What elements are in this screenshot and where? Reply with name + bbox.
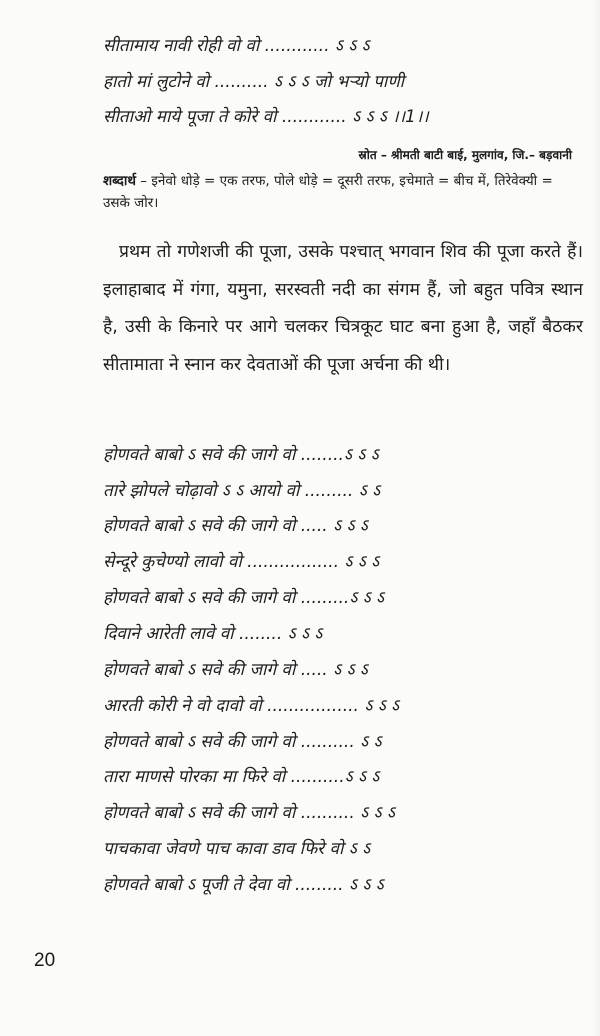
glossary	[103, 170, 573, 214]
verse-line-9: होणवते बाबो ऽ सवे की जागे वो .......... ऽ ऽ	[103, 732, 382, 752]
verse-line-4: सेन्दूरे कुचेण्यो लावो वो ................. ऽ ऽ ऽ	[103, 552, 380, 572]
verse-line-8: आरती कोरी ने वो दावो वो ................. ऽ ऽ ऽ	[103, 696, 399, 716]
verse-line-6: दिवाने आरेती लावे वो ........ ऽ ऽ ऽ	[103, 624, 323, 644]
verse-line-7: होणवते बाबो ऽ सवे की जागे वो ..... ऽ ऽ ऽ	[103, 660, 368, 680]
page-edge-shadow	[592, 0, 600, 1036]
verse-line-10: तारा माणसे पोरका मा फिरे वो ..........ऽ ऽ ऽ	[103, 767, 380, 787]
page-number: 20	[34, 950, 56, 971]
verse-line-12: पाचकावा जेवणे पाच कावा डाव फिरे वो ऽ ऽ	[103, 839, 371, 859]
verse-line-5: होणवते बाबो ऽ सवे की जागे वो .........ऽ ऽ ऽ	[103, 588, 384, 608]
body-paragraph: प्रथम तो गणेशजी की पूजा, उसके पश्चात् भगवान शिव की पूजा करते हैं। इलाहाबाद में गंगा, यमुना, सरस्वती नदी का संगम हैं, जो बहुत पवित्र स्थान है, उसी के किनारे पर आगे चलकर चित्रकूट घाट बना हुआ है, जहाँ बैठकर सीतामाता ने स्नान कर देवताओं की पूजा अर्चना की थी।	[103, 242, 583, 375]
verse-line-top-1: सीतामाय नावी रोही वो वो ............ ऽ ऽ ऽ	[103, 36, 370, 56]
verse-line-top-3: सीताओ माये पूजा ते कोरे वो ............ ऽ ऽ ऽ ।।1।।	[103, 107, 429, 127]
verse-line-top-2: हातो मां लुटोने वो .......... ऽ ऽ ऽ जो भऱ्यो पाणी	[103, 72, 405, 92]
verse-line-2: तारे झोपले चोढ़ावो ऽ ऽ आयो वो ......... ऽ ऽ	[103, 481, 381, 501]
source-attribution: स्रोत – श्रीमती बाटी बाई, मुलगांव, जि.– बड़वानी	[358, 148, 572, 162]
verse-line-13: होणवते बाबो ऽ पूजी ते देवा वो ......... ऽ ऽ ऽ	[103, 875, 384, 895]
glossary-text: – इनेवो धोड़े = एक तरफ, पोले धोड़े = दूसरी तरफ, इचेमाते = बीच में, तिरेवेक्यी = उसके जोर।	[103, 173, 553, 211]
verse-line-1: होणवते बाबो ऽ सवे की जागे वो ........ऽ ऽ ऽ	[103, 445, 379, 465]
verse-line-3: होणवते बाबो ऽ सवे की जागे वो ..... ऽ ऽ ऽ	[103, 516, 368, 536]
verse-line-11: होणवते बाबो ऽ सवे की जागे वो .......... ऽ ऽ ऽ	[103, 803, 395, 823]
glossary-term: शब्दार्थ	[103, 173, 136, 189]
